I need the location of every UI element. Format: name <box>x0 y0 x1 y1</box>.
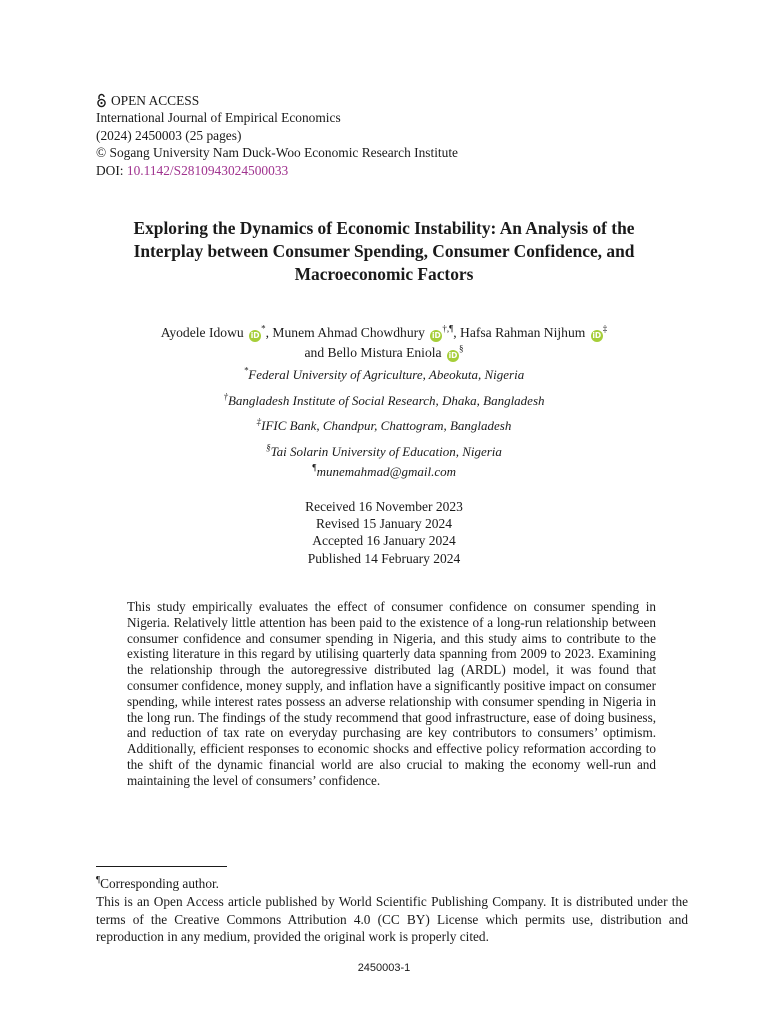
page-number: 2450003-1 <box>357 962 411 974</box>
publication-dates <box>80 498 688 567</box>
open-access-lock-icon <box>96 93 107 108</box>
journal-header <box>96 92 458 179</box>
published-date: Published 14 February 2024 <box>307 550 461 566</box>
author-mark: § <box>458 342 464 353</box>
copyright-line: © Sogang University Nam Duck-Woo Economic Research Institute <box>96 145 459 161</box>
author-line-2 <box>80 343 688 363</box>
orcid-icon[interactable]: iD <box>592 331 602 340</box>
affiliation: †Bangladesh Institute of Social Research, Dhaka, Bangladesh <box>223 391 545 408</box>
abstract <box>127 599 656 789</box>
accepted-date: Accepted 16 January 2024 <box>312 533 456 549</box>
revised-date: Revised 15 January 2024 <box>315 516 453 532</box>
author-mark: ‡ <box>602 323 608 334</box>
journal-name: International Journal of Empirical Economics <box>96 110 341 126</box>
doi-label: DOI: <box>96 162 124 178</box>
author-name: Munem Ahmad Chowdhury <box>272 325 425 340</box>
affiliation: §Tai Solarin University of Education, Nigeria <box>266 442 502 459</box>
abstract-text: This study empirically evaluates the effect of consumer confidence on consumer spending in Nigeria. Relatively little attention has been paid to the existence of a long-run relationship between consumer confidence and consumer spending in Nigeria, and this study aims to contribute to the existing literature in this regard by utilising quarterly data spanning from 2009 to 2023. Examining the relationship through the autoregressive distributed lag (ARDL) model, it was found that consumer confidence, money supply, and inflation have a significantly positive impact on consumer spending, while interest rates possess an adverse relationship with consumer spending in Nigeria in the long run. The findings of the study recommend that good infrastructure, ease of doing business, and reduction of tax rate on everyday purchasing are key contributors to consumers’ optimism. Additionally, efficient responses to economic shocks and effective policy reformation according to the shift of the dynamic financial world are also crucial to making the economy well-run and maintaining the level of consumers’ confidence. <box>127 599 656 788</box>
author-list <box>80 323 688 362</box>
volume-info: (2024) 2450003 (25 pages) <box>96 127 242 143</box>
open-access-line <box>96 92 458 109</box>
author-mark: †,¶ <box>442 323 454 334</box>
received-date: Received 16 November 2023 <box>305 499 463 514</box>
affiliation: ‡IFIC Bank, Chandpur, Chattogram, Bangladesh <box>256 416 512 433</box>
corresponding-email: ¶munemahmad@gmail.com <box>311 462 457 479</box>
email-link[interactable]: munemahmad@gmail.com <box>316 464 457 479</box>
author-conjunction: and <box>304 344 325 360</box>
orcid-icon[interactable]: iD <box>431 331 441 340</box>
doi-link[interactable]: 10.1142/S2810943024500033 <box>126 162 289 178</box>
doi-line <box>96 162 458 179</box>
corresponding-author-note: ¶Corresponding author. <box>96 874 219 891</box>
orcid-icon[interactable]: iD <box>448 350 458 360</box>
footnotes <box>96 875 688 946</box>
license-note: This is an Open Access article published by World Scientific Publishing Company. It is distributed under the terms of the Creative Commons Attribution 4.0 (CC BY) License which permits use, distribution and reproduction in any medium, provided the original work is properly cited. <box>96 893 688 945</box>
author-mark: * <box>261 323 266 334</box>
orcid-icon[interactable]: iD <box>250 331 260 340</box>
author-name: Ayodele Idowu <box>160 325 244 340</box>
author-name: Hafsa Rahman Nijhum <box>460 325 586 340</box>
author-line-1: Ayodele Idowu iD*, Munem Ahmad Chowdhury iD†,¶, Hafsa Rahman Nijhum iD‡ <box>160 323 608 340</box>
affiliation: *Federal University of Agriculture, Abeokuta, Nigeria <box>243 365 525 382</box>
paper-title: Exploring the Dynamics of Economic Instability: An Analysis of the Interplay between Consumer Spending, Consumer Confidence, and Macroeconomic Factors <box>133 218 635 284</box>
author-name: Bello Mistura Eniola <box>327 344 442 360</box>
footnote-divider <box>96 866 227 867</box>
open-access-label: OPEN ACCESS <box>111 93 200 108</box>
